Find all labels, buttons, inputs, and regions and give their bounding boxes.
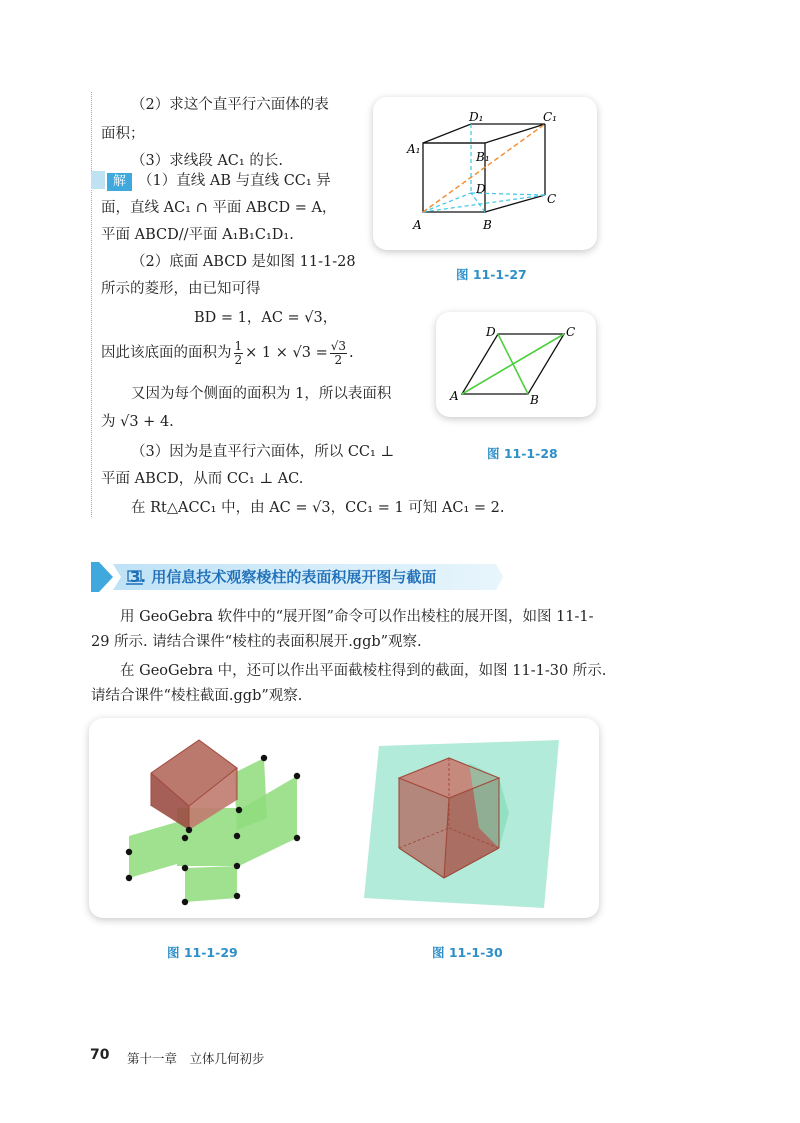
jie-bar [91,171,105,189]
label-B1: B₁ [476,150,490,164]
section-title: 3. 用信息技术观察棱柱的表面积展开图与截面 [130,568,437,586]
area-line [101,337,354,369]
label-C: C [547,192,557,206]
text-line: 面积； [101,126,145,142]
text-line: 因此该底面的面积为 [101,345,232,361]
prism-net-figure [126,740,300,905]
text-line: （2）底面 ABCD 是如图 11-1-28 [131,254,356,270]
figure-11-1-27-caption: 图 11-1-27 [456,267,527,282]
figure-11-1-29-caption: 图 11-1-29 [167,945,238,960]
label-A1: A₁ [407,142,421,156]
label-C1: C₁ [543,110,557,124]
text-line: 为 √3 + 4. [101,414,174,430]
formula-middle: × 1 × √3 = [245,345,328,361]
geogebra-figures-panel [89,718,599,918]
label-A: A [413,218,422,232]
rhombus-diagram [436,312,596,417]
text-line: （3）求线段 AC₁ 的长. [131,153,283,169]
label-B: B [530,393,539,407]
text-line: BD = 1，AC = √3， [194,310,338,326]
frac-den: 2 [234,352,243,367]
label-D1: D₁ [469,110,484,124]
prism-section-figure [364,740,559,908]
text-line: 平面 ABCD，从而 CC₁ ⊥ AC. [101,471,304,487]
label-C: C [566,325,576,339]
fraction-root3-half [330,340,347,367]
paragraph-2: 在 GeoGebra 中，还可以作出平面截棱柱得到的截面，如图 11-1-30 所示. 请结合课件“棱柱截面.ggb”观察. [91,663,607,704]
figure-11-1-27-card [373,97,597,250]
text-line: 又因为每个侧面的面积为 1，所以表面积 [131,386,392,402]
label-B: B [483,218,492,232]
margin-rule [91,92,92,517]
text-line: 所示的菱形，由已知可得 [101,281,261,297]
jie-line [107,171,331,191]
label-D: D [486,325,496,339]
figure-11-1-30-caption: 图 11-1-30 [432,945,503,960]
frac-num: 1 [234,338,243,353]
text-line: 平面 ABCD//平面 A₁B₁C₁D₁. [101,227,294,243]
text-line: （1）直线 AB 与直线 CC₁ 异 [138,173,331,189]
jie-label: 解 [107,173,132,191]
parallelepiped-diagram [373,97,597,250]
page-number: 70 [90,1047,110,1063]
paragraph-1: 用 GeoGebra 软件中的“展开图”命令可以作出棱柱的展开图，如图 11-1-29 所示. 请结合课件“棱柱的表面积展开.ggb”观察. [91,609,594,650]
text-line: （2）求这个直平行六面体的表 [131,97,329,113]
label-A: A [450,389,459,403]
label-D: D [476,182,486,196]
text-line: 在 Rt△ACC₁ 中，由 AC = √3，CC₁ = 1 可知 AC₁ = 2. [131,500,505,516]
frac-den: 2 [334,352,343,367]
frac-num: √3 [330,338,346,353]
chapter-title: 第十一章 立体几何初步 [127,1051,265,1066]
text-line: 面，直线 AC₁ ∩ 平面 ABCD = A， [101,200,337,216]
text-line: （3）因为是直平行六面体，所以 CC₁ ⊥ [131,444,395,460]
figure-11-1-28-caption: 图 11-1-28 [487,446,558,461]
figure-11-1-28-card [436,312,596,417]
geogebra-illustrations [89,718,599,918]
formula-end: . [349,345,354,361]
fraction-half [234,340,244,367]
